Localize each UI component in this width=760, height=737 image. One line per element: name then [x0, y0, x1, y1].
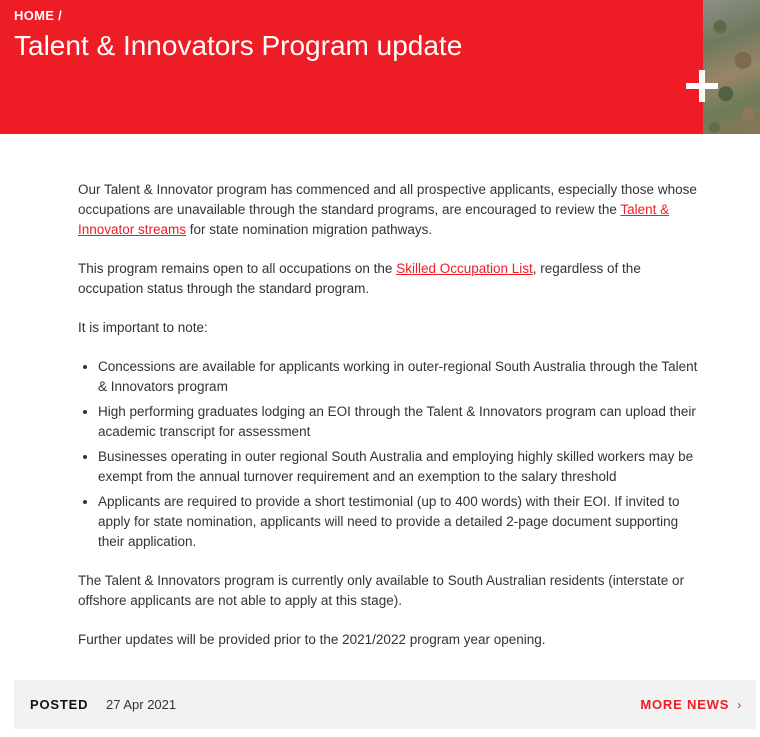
- updates-paragraph: Further updates will be provided prior to the 2021/2022 program year opening.: [78, 632, 546, 647]
- list-item: • Businesses operating in outer regional South Australia and employing highly skilled workers may be exempt from the annual turnover requirement and an exemption to the salary threshold: [98, 447, 698, 487]
- list-item: • High performing graduates lodging an EOI through the Talent & Innovators program can upload their academic transcript for assessment: [98, 402, 698, 442]
- more-news-link[interactable]: [640, 697, 742, 712]
- article-body: [78, 180, 698, 669]
- list-item: • Concessions are available for applicants working in outer-regional South Australia through the Talent & Innovators program: [98, 357, 698, 397]
- posted-label: POSTED: [30, 697, 89, 712]
- talent-innovator-streams-link[interactable]: Talent & Innovator streams: [78, 202, 670, 237]
- page-title: Talent & Innovators Program update: [14, 30, 463, 61]
- occupation-text-end: , regardless of the occupation status through the standard program.: [78, 261, 641, 296]
- skilled-occupation-list-link[interactable]: Skilled Occupation List: [396, 261, 533, 276]
- posted-date: 27 Apr 2021: [106, 697, 177, 712]
- intro-text: Our Talent & Innovator program has commenced and all prospective applicants, especially those whose occupations are unavailable through the standard programs, are encouraged to review the: [78, 182, 697, 217]
- note-intro: It is important to note:: [78, 320, 208, 335]
- breadcrumb[interactable]: HOME /: [14, 8, 63, 23]
- notes-list: [78, 357, 698, 552]
- occupation-text: This program remains open to all occupations on the: [78, 261, 397, 276]
- hero-landscape-image: [703, 0, 760, 134]
- post-meta-bar: [14, 680, 756, 729]
- plus-icon[interactable]: [686, 70, 718, 102]
- occupation-paragraph: [78, 259, 698, 299]
- intro-text-end: for state nomination migration pathways.: [186, 222, 433, 237]
- hero-banner: [0, 0, 760, 134]
- list-item: • Applicants are required to provide a short testimonial (up to 400 words) with their EOI. If invited to apply for state nomination, applicants will need to provide a detailed 2-page document supporting their application.: [98, 492, 698, 552]
- residency-paragraph: The Talent & Innovators program is currently only available to South Australian residents (interstate or offshore applicants are not able to apply at this stage).: [78, 573, 685, 608]
- intro-paragraph: [78, 180, 698, 240]
- chevron-right-icon: ›: [737, 698, 742, 712]
- more-news-label: MORE NEWS: [640, 697, 730, 712]
